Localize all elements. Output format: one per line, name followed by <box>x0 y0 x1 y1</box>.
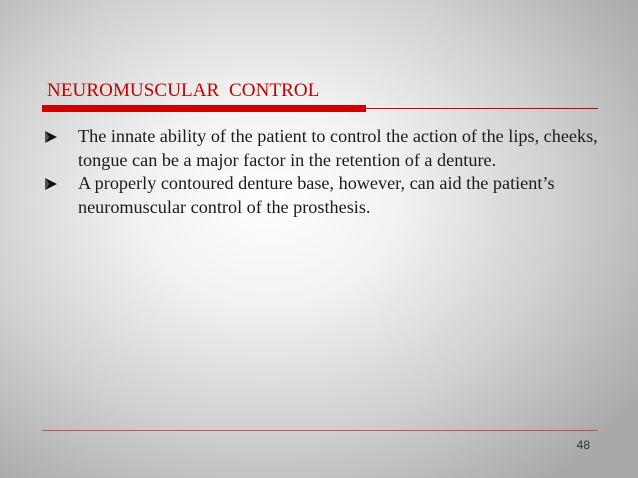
arrow-bullet-icon <box>44 172 78 196</box>
bullet-list <box>44 125 604 219</box>
bullet-item <box>44 125 604 172</box>
title-underline-thick <box>42 105 366 112</box>
title-underline-thin <box>366 108 598 109</box>
bullet-text: The innate ability of the patient to control the action of the lips, cheeks, tongue can be a major factor in the retention of a denture. <box>78 126 598 170</box>
footer-rule <box>42 430 598 431</box>
slide-title: NEUROMUSCULAR CONTROL <box>47 80 320 101</box>
page-number: 48 <box>576 438 590 452</box>
bullet-item <box>44 172 604 219</box>
arrow-bullet-icon <box>44 125 78 149</box>
bullet-text: A properly contoured denture base, however, can aid the patient’s neuromuscular control of the prosthesis. <box>78 173 555 217</box>
